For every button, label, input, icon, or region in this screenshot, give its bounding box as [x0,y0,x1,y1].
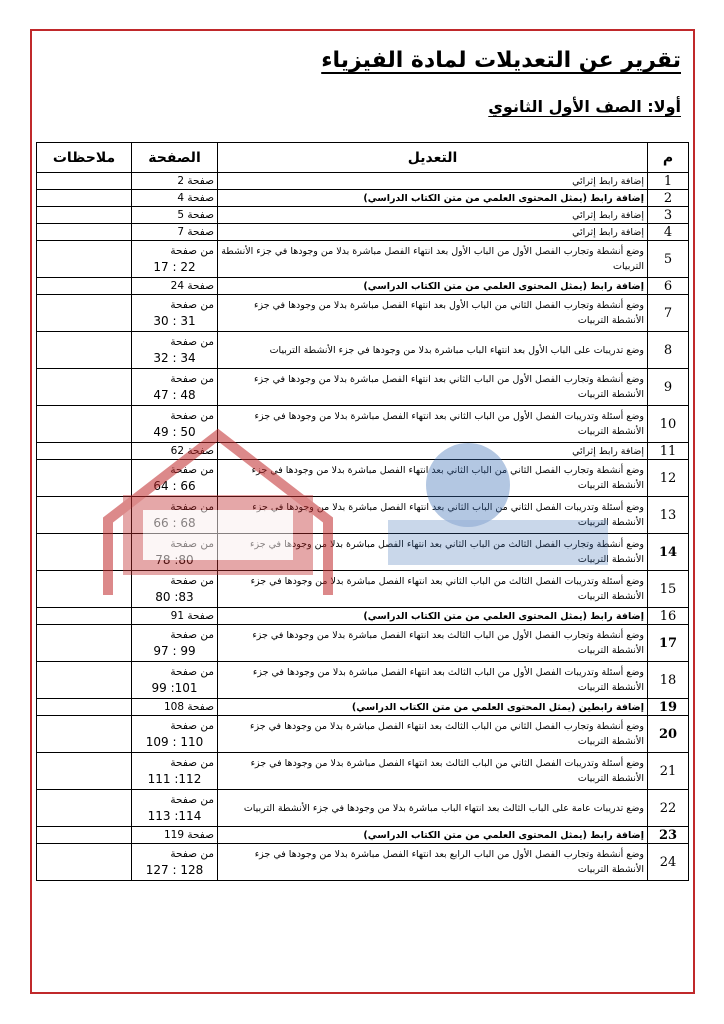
row-number: 11 [648,443,689,460]
page-label: من صفحة [170,575,214,587]
page-label: صفحة 4 [177,192,214,204]
page-cell [132,190,218,207]
page-cell [132,534,218,571]
page-label: من صفحة [170,848,214,860]
row-number: 8 [648,332,689,369]
table-row [37,190,689,207]
page-label: صفحة 7 [177,226,214,238]
modification-text: وضع أسئلة وتدريبات الفصل الثاني من الباب الثاني بعد انتهاء الفصل مباشرة بدلا من وجودها في جزء الأنشطة التربيات [218,497,648,534]
page-label: من صفحة [170,666,214,678]
notes-cell [37,224,132,241]
table-row [37,369,689,406]
modification-text: وضع تدريبات على الباب الأول بعد انتهاء الباب مباشرة بدلا من وجودها في جزء الأنشطة التربيات [218,332,648,369]
row-number: 19 [648,699,689,716]
table-row [37,295,689,332]
table-row [37,534,689,571]
row-number: 18 [648,662,689,699]
document-title: تقرير عن التعديلات لمادة الفيزياء [321,48,681,73]
page-cell [132,406,218,443]
notes-cell [37,699,132,716]
table-row [37,224,689,241]
row-number: 9 [648,369,689,406]
page-cell [132,497,218,534]
page-range: 66 : 64 [153,479,196,493]
notes-cell [37,241,132,278]
row-number: 4 [648,224,689,241]
modification-text: إضافة رابط إثرائي [218,173,648,190]
notes-cell [37,534,132,571]
page-label: صفحة 119 [163,829,214,841]
page-label: من صفحة [170,373,214,385]
table-row [37,173,689,190]
notes-cell [37,295,132,332]
page-range: 112: 111 [147,772,202,786]
page-label: من صفحة [170,299,214,311]
page-cell [132,571,218,608]
page-label: من صفحة [170,410,214,422]
modification-text: إضافة رابط إثرائي [218,224,648,241]
table-header-row [37,143,689,173]
page-cell [132,241,218,278]
notes-cell [37,443,132,460]
page-cell [132,790,218,827]
modification-text: وضع أسئلة وتدريبات الفصل الأول من الباب الثالث بعد انتهاء الفصل مباشرة بدلا من وجودها في جزء الأنشطة التربيات [218,662,648,699]
row-number: 14 [648,534,689,571]
modification-text: وضع أنشطة وتجارب الفصل الأول من الباب الرابع بعد انتهاء الفصل مباشرة بدلا من وجودها في جزء الأنشطة التربيات [218,844,648,881]
notes-cell [37,608,132,625]
row-number: 1 [648,173,689,190]
row-number: 16 [648,608,689,625]
table-row [37,241,689,278]
page-cell [132,662,218,699]
row-number: 7 [648,295,689,332]
page-range: 50 : 49 [153,425,196,439]
row-number: 20 [648,716,689,753]
page-label: من صفحة [170,794,214,806]
page-range: 83: 80 [155,590,194,604]
table-row [37,460,689,497]
page-label: من صفحة [170,336,214,348]
row-number: 6 [648,278,689,295]
notes-cell [37,460,132,497]
notes-cell [37,497,132,534]
modification-text: إضافة رابطين (يمثل المحتوى العلمي من متن الكتاب الدراسي) [218,699,648,716]
notes-cell [37,790,132,827]
modification-text: إضافة رابط إثرائي [218,207,648,224]
page-range: 110 : 109 [145,735,204,749]
modification-text: وضع أسئلة وتدريبات الفصل الثاني من الباب الثالث بعد انتهاء الفصل مباشرة بدلا من وجودها في جزء الأنشطة التربيات [218,753,648,790]
page-cell [132,173,218,190]
table-row [37,207,689,224]
modification-text: إضافة رابط (يمثل المحتوى العلمي من متن الكتاب الدراسي) [218,278,648,295]
notes-cell [37,332,132,369]
modification-text: وضع أسئلة وتدريبات الفصل الثالث من الباب الثاني بعد انتهاء الفصل مباشرة بدلا من وجودها في جزء الأنشطة التربيات [218,571,648,608]
header-notes: ملاحظات [37,143,132,173]
modification-text: وضع أنشطة وتجارب الفصل الثاني من الباب الأول بعد انتهاء الفصل مباشرة بدلا من وجودها في جزء الأنشطة التربيات [218,295,648,332]
row-number: 17 [648,625,689,662]
modification-text: وضع تدريبات عامة على الباب الثالث بعد انتهاء الباب مباشرة بدلا من وجودها في جزء الأنشطة التربيات [218,790,648,827]
page-label: من صفحة [170,757,214,769]
modifications-table [36,142,689,881]
table-row [37,443,689,460]
row-number: 21 [648,753,689,790]
table-row [37,625,689,662]
modification-text: وضع أنشطة وتجارب الفصل الثالث من الباب الثاني بعد انتهاء الفصل مباشرة بدلا من وجودها في جزء الأنشطة التربيات [218,534,648,571]
header-modification: التعديل [218,143,648,173]
table-row [37,278,689,295]
page-cell [132,625,218,662]
table-row [37,406,689,443]
header-page: الصفحة [132,143,218,173]
table-row [37,699,689,716]
page-range: 80: 78 [155,553,194,567]
page-cell [132,332,218,369]
page-cell [132,827,218,844]
modification-text: وضع أنشطة وتجارب الفصل الأول من الباب الثالث بعد انتهاء الفصل مباشرة بدلا من وجودها في جزء الأنشطة التربيات [218,625,648,662]
page-label: صفحة 62 [170,445,214,457]
modification-text: إضافة رابط (يمثل المحتوى العلمي من متن الكتاب الدراسي) [218,827,648,844]
page-label: من صفحة [170,538,214,550]
notes-cell [37,207,132,224]
section-heading: أولا: الصف الأول الثانوي [488,97,681,116]
page-label: من صفحة [170,629,214,641]
table-row [37,844,689,881]
notes-cell [37,406,132,443]
page-cell [132,844,218,881]
page-range: 68 : 66 [153,516,196,530]
row-number: 2 [648,190,689,207]
table-row [37,571,689,608]
notes-cell [37,173,132,190]
modification-text: إضافة رابط إثرائي [218,443,648,460]
modification-text: وضع أسئلة وتدريبات الفصل الأول من الباب الثاني بعد انتهاء الفصل مباشرة بدلا من وجودها في جزء الأنشطة التربيات [218,406,648,443]
page-cell [132,699,218,716]
page-cell [132,460,218,497]
table-row [37,790,689,827]
table-row [37,716,689,753]
page-cell [132,443,218,460]
notes-cell [37,571,132,608]
page-range: 31 : 30 [153,314,196,328]
page-cell [132,224,218,241]
page-label: من صفحة [170,720,214,732]
page-label: صفحة 24 [170,280,214,292]
modification-text: وضع أنشطة وتجارب الفصل الثاني من الباب الثاني بعد انتهاء الفصل مباشرة بدلا من وجودها في جزء الأنشطة التربيات [218,460,648,497]
table-body [37,173,689,881]
row-number: 12 [648,460,689,497]
notes-cell [37,753,132,790]
page-label: صفحة 91 [170,610,214,622]
row-number: 5 [648,241,689,278]
row-number: 22 [648,790,689,827]
notes-cell [37,278,132,295]
page-label: من صفحة [170,245,214,257]
row-number: 15 [648,571,689,608]
notes-cell [37,827,132,844]
header-number: م [648,143,689,173]
modification-text: إضافة رابط (يمثل المحتوى العلمي من متن الكتاب الدراسي) [218,190,648,207]
page-label: صفحة 2 [177,175,214,187]
table-row [37,608,689,625]
table-row [37,753,689,790]
modification-text: وضع أنشطة وتجارب الفصل الثاني من الباب الثالث بعد انتهاء الفصل مباشرة بدلا من وجودها في جزء الأنشطة التربيات [218,716,648,753]
modification-text: إضافة رابط (يمثل المحتوى العلمي من متن الكتاب الدراسي) [218,608,648,625]
notes-cell [37,369,132,406]
modification-text: وضع أنشطة وتجارب الفصل الأول من الباب الثاني بعد انتهاء الفصل مباشرة بدلا من وجودها في جزء الأنشطة التربيات [218,369,648,406]
row-number: 23 [648,827,689,844]
row-number: 10 [648,406,689,443]
page-range: 128 : 127 [145,863,204,877]
page-cell [132,369,218,406]
page-range: 22 : 17 [153,260,196,274]
row-number: 13 [648,497,689,534]
page-cell [132,207,218,224]
page-cell [132,278,218,295]
page-range: 34 : 32 [153,351,196,365]
notes-cell [37,190,132,207]
page-cell [132,608,218,625]
row-number: 3 [648,207,689,224]
notes-cell [37,716,132,753]
row-number: 24 [648,844,689,881]
page-cell [132,295,218,332]
page-range: 101: 99 [151,681,198,695]
notes-cell [37,625,132,662]
notes-cell [37,662,132,699]
notes-cell [37,844,132,881]
page-cell [132,753,218,790]
page-cell [132,716,218,753]
page-range: 114: 113 [147,809,202,823]
modification-text: وضع أنشطة وتجارب الفصل الأول من الباب الأول بعد انتهاء الفصل مباشرة بدلا من وجودها في جزء الأنشطة التربيات [218,241,648,278]
table-row [37,497,689,534]
page-range: 48 : 47 [153,388,196,402]
page-range: 99 : 97 [153,644,196,658]
page-label: صفحة 5 [177,209,214,221]
page-label: من صفحة [170,464,214,476]
page-label: صفحة 108 [163,701,214,713]
table-row [37,827,689,844]
table-row [37,332,689,369]
table-row [37,662,689,699]
page-label: من صفحة [170,501,214,513]
